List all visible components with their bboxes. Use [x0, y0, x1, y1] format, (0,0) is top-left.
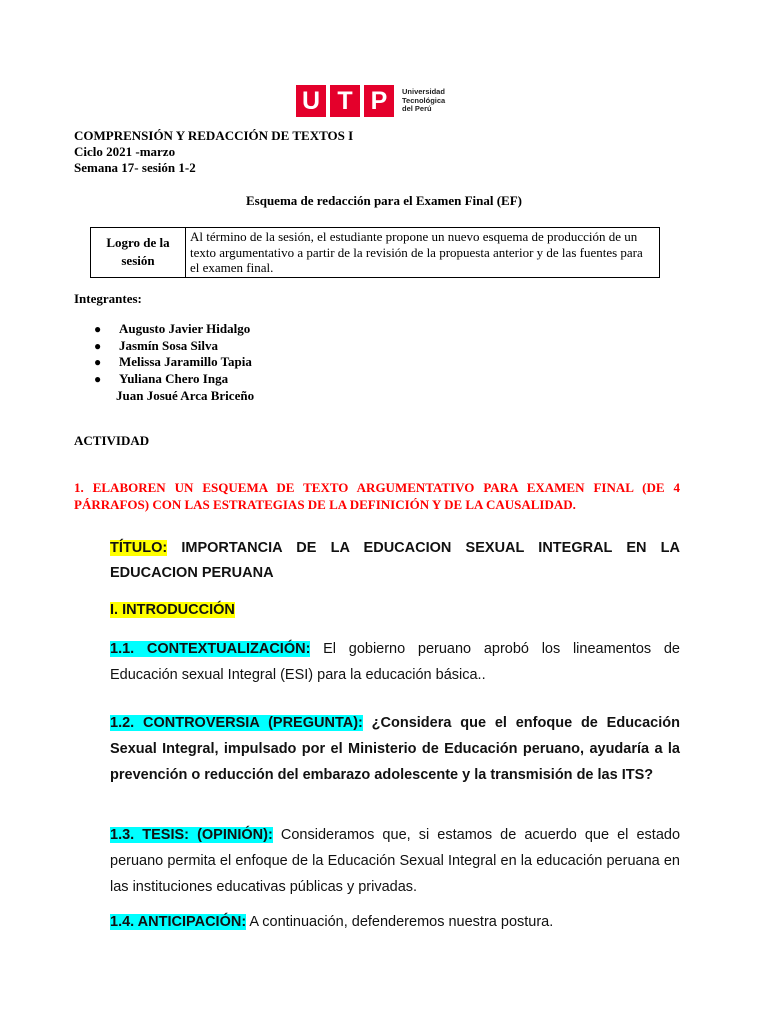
bullet-icon: ● — [94, 322, 102, 336]
tesis-label: 1.3. TESIS: (OPINIÓN): — [110, 827, 273, 843]
course-header — [74, 128, 353, 176]
utp-logo — [296, 85, 445, 117]
contextualizacion-text: El gobierno peruano aprobó los lineamentos de Educación sexual Integral (ESI) para la educación básica.. — [110, 641, 680, 683]
contextualizacion-label: 1.1. CONTEXTUALIZACIÓN: — [110, 641, 311, 657]
controversia-text: ¿Considera que el enfoque de Educación Sexual Integral, impulsado por el Ministerio de Educación peruano, ayudaría a la prevención o reducción del embarazo adolescente y la transmisión de las ITS? — [110, 715, 680, 783]
section-controversia — [110, 710, 680, 788]
course-name: COMPRENSIÓN Y REDACCIÓN DE TEXTOS I — [74, 128, 354, 143]
course-cycle: Ciclo 2021 -marzo — [74, 144, 176, 159]
logo-letter-t: T — [330, 85, 360, 117]
logo-letter-p: P — [364, 85, 394, 117]
member-extra: Juan Josué Arca Briceño — [116, 388, 255, 403]
list-item: ● Melissa Jaramillo Tapia — [94, 354, 252, 369]
title-label: TÍTULO: — [110, 540, 168, 556]
logro-text: Al término de la sesión, el estudiante propone un nuevo esquema de producción de un texto argumentativo a partir de la revisión de la propuesta anterior y de las fuentes para el examen final. — [186, 228, 660, 278]
integrantes-label: Integrantes: — [74, 291, 142, 306]
list-item: ● Jasmín Sosa Silva — [94, 337, 218, 353]
bullet-icon: ● — [94, 338, 102, 353]
course-week: Semana 17- sesión 1-2 — [74, 160, 196, 175]
bullet-icon: ● — [94, 371, 102, 386]
logo-university-name: Universidad Tecnológica del Perú — [402, 87, 446, 114]
anticipacion-label: 1.4. ANTICIPACIÓN: — [110, 914, 247, 930]
logo-letter-u: U — [296, 85, 326, 117]
section-contextualizacion — [110, 636, 680, 688]
document-title: Esquema de redacción para el Examen Final (EF) — [245, 193, 522, 208]
section-tesis — [110, 822, 680, 900]
outline-title — [110, 536, 680, 586]
actividad-label: ACTIVIDAD — [74, 433, 150, 448]
activity-instruction: 1. ELABOREN UN ESQUEMA DE TEXTO ARGUMENTATIVO PARA EXAMEN FINAL (DE 4 PÁRRAFOS) CON LAS ESTRATEGIAS DE LA DEFINICIÓN Y DE LA CAUSALIDAD. — [74, 480, 680, 512]
logro-label: Logro de la sesión — [91, 228, 186, 278]
logro-table — [90, 227, 660, 278]
list-item: ● Augusto Javier Hidalgo — [94, 321, 251, 336]
list-item: ● Yuliana Chero Inga — [94, 370, 229, 386]
members-list — [92, 321, 252, 387]
tesis-text: Consideramos que, si estamos de acuerdo que el estado peruano permita el enfoque de la Educación Sexual Integral en la educación peruana en las instituciones educativas públicas y privadas. — [110, 827, 681, 895]
title-text: IMPORTANCIA DE LA EDUCACION SEXUAL INTEGRAL EN LA EDUCACION PERUANA — [110, 540, 680, 581]
anticipacion-text: A continuación, defenderemos nuestra postura. — [246, 914, 554, 930]
bullet-icon: ● — [94, 355, 102, 369]
controversia-label: 1.2. CONTROVERSIA (PREGUNTA): — [110, 715, 363, 731]
introduction-heading: I. INTRODUCCIÓN — [110, 602, 235, 618]
section-anticipacion — [110, 912, 680, 932]
